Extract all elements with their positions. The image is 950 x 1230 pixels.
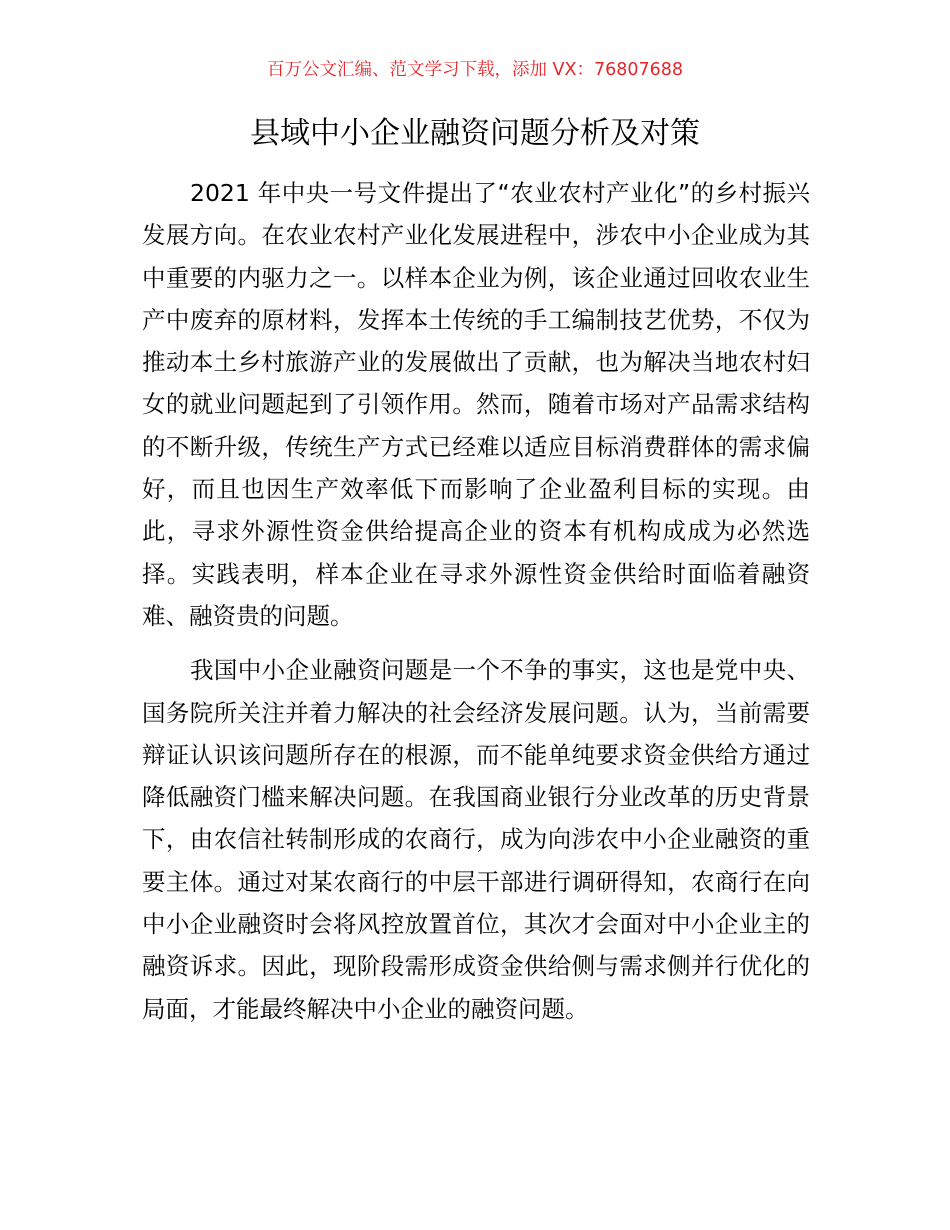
paragraph-1: 2021 年中央一号文件提出了“农业农村产业化”的乡村振兴发展方向。在农业农村产业化发展进程中，涉农中小企业成为其中重要的内驱力之一。以样本企业为例，该企业通过回收农业生产中废弃的原材料，发挥本土传统的手工编制技艺优势，不仅为推动本土乡村旅游产业的发展做出了贡献，也为解决当地农村妇女的就业问题起到了引领作用。然而，随着市场对产品需求结构的不断升级，传统生产方式已经难以适应目标消费群体的需求偏好，而且也因生产效率低下而影响了企业盈利目标的实现。由此，寻求外源性资金供给提高企业的资本有机构成成为必然选择。实践表明，样本企业在寻求外源性资金供给时面临着融资难、融资贵的问题。 — [142, 179, 810, 630]
paragraph-2: 我国中小企业融资问题是一个不争的事实，这也是党中央、国务院所关注并着力解决的社会经济发展问题。认为，当前需要辩证认识该问题所存在的根源，而不能单纯要求资金供给方通过降低融资门槛来解决问题。在我国商业银行分业改革的历史背景下，由农信社转制形成的农商行，成为向涉农中小企业融资的重要主体。通过对某农商行的中层干部进行调研得知，农商行在向中小企业融资时会将风控放置首位，其次才会面对中小企业主的融资诉求。因此，现阶段需形成资金供给侧与需求侧并行优化的局面，才能最终解决中小企业的融资问题。 — [142, 656, 810, 1023]
document-body — [142, 172, 810, 1042]
document-title: 县域中小企业融资问题分析及对策 — [250, 116, 700, 151]
header-note: 百万公文汇编、范文学习下载，添加 VX：76807688 — [266, 60, 684, 80]
